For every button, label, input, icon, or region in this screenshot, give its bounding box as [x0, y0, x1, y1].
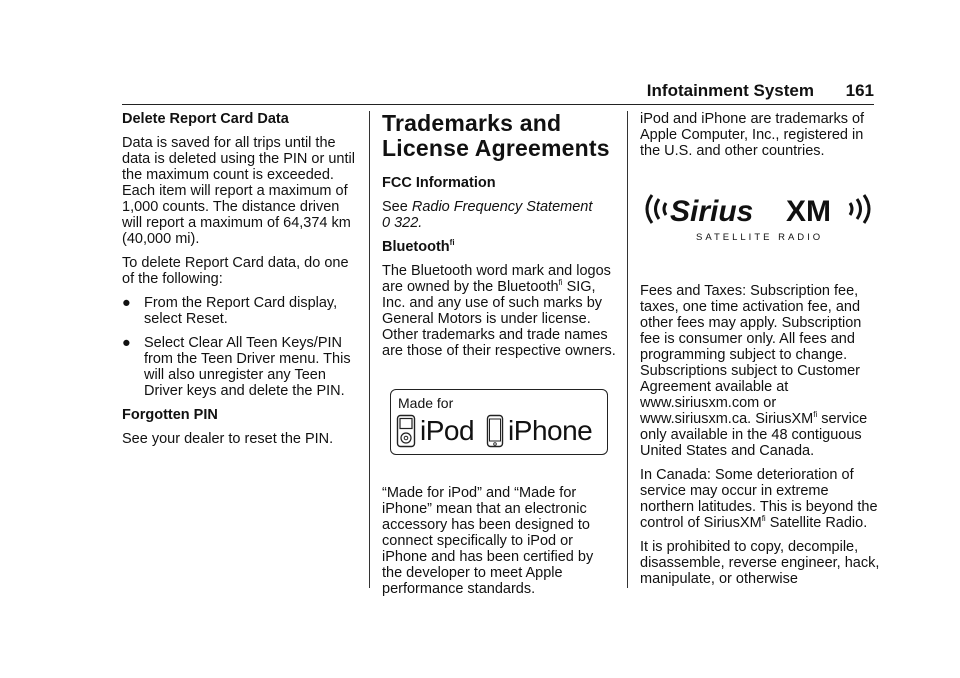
badge-ipod-text: iPod [420, 415, 475, 446]
ipod-icon [396, 414, 416, 448]
bluetooth-paragraph: The Bluetooth word mark and logos are owned by the Bluetooth$^{fi}$ SIG, Inc. and any use of such marks by General Motors is under license. Other trademarks and trade names are those of their respective owners. [382, 263, 616, 359]
list-item [122, 295, 362, 327]
fcc-heading: FCC Information [382, 175, 496, 191]
page-header [122, 82, 874, 105]
list-item-text: Select Clear All Teen Keys/PIN from the Teen Driver menu. This will also unregister any Teen Driver keys and delete the PIN. [144, 335, 351, 399]
column-left [122, 111, 362, 455]
badge-made-for-text: Made for [398, 395, 454, 411]
made-for-ipod-iphone-logo [390, 389, 608, 455]
siriusxm-logo-graphic [640, 189, 876, 245]
column-right [640, 111, 880, 595]
siriusxm-tagline: SATELLITE RADIO [696, 232, 824, 243]
apple-trademark-paragraph: iPod and iPhone are trademarks of Apple Computer, Inc., registered in the U.S. and other countries. [640, 111, 865, 159]
column-divider-left [369, 111, 370, 588]
list-item-text: From the Report Card display, select Reset. [144, 295, 338, 327]
column-middle [382, 111, 617, 605]
page-reference: 0 322. [382, 215, 423, 231]
forgotten-pin-paragraph: See your dealer to reset the PIN. [122, 431, 334, 447]
siriusxm-logo [640, 189, 880, 249]
section-title: Infotainment System [646, 81, 814, 100]
bullet-icon: ● [122, 295, 131, 311]
prohibited-paragraph: It is prohibited to copy, decompile, disassemble, reverse engineer, hack, manipulate, or otherwise [640, 539, 880, 587]
fees-paragraph: Fees and Taxes: Subscription fee, taxes, one time activation fee, and other fees may apply. Subscription fee is consumer only. All fees and programming subject to change. Subscriptions subject to Customer Agreement available at www.siriusxm.com or www.siriusxm.ca. SiriusXM$^{fi}$ service only available in the 48 contiguous United States and Canada. [640, 283, 868, 459]
column-divider-right [627, 111, 628, 588]
trademarks-title: Trademarks and License Agreements [382, 110, 610, 161]
fcc-paragraph: See Radio Frequency Statement 0 322. [382, 199, 593, 231]
list-item [122, 335, 362, 399]
report-data-paragraph: Data is saved for all trips until the data is deleted using the PIN or until the maximum count is exceeded. Each item will report a maximum of 1,000 counts. The distance driven will report a maximum of 64,374 km (40,000 mi). [122, 135, 355, 247]
siriusxm-xm: XM [786, 195, 831, 228]
delete-report-heading: Delete Report Card Data [122, 111, 289, 127]
bluetooth-heading: Bluetooth$^{fi}$ [382, 238, 455, 255]
delete-instructions-paragraph: To delete Report Card data, do one of the following: [122, 255, 349, 287]
iphone-icon [486, 414, 504, 448]
bullet-icon: ● [122, 335, 131, 351]
page-number: 161 [845, 81, 874, 100]
badge-iphone-text: iPhone [508, 415, 593, 446]
forgotten-pin-heading: Forgotten PIN [122, 407, 218, 423]
siriusxm-word: Sirius [670, 195, 754, 228]
canada-paragraph: In Canada: Some deterioration of service may occur in extreme northern latitudes. This is beyond the control of SiriusXM$^{fi}$ Satellite Radio. [640, 467, 878, 531]
made-for-paragraph: “Made for iPod” and “Made for iPhone” mean that an electronic accessory has been designed to connect specifically to iPod or iPhone and has been certified by the developer to meet Apple performance standards. [382, 485, 594, 597]
radio-frequency-link[interactable]: Radio Frequency Statement [411, 199, 593, 215]
